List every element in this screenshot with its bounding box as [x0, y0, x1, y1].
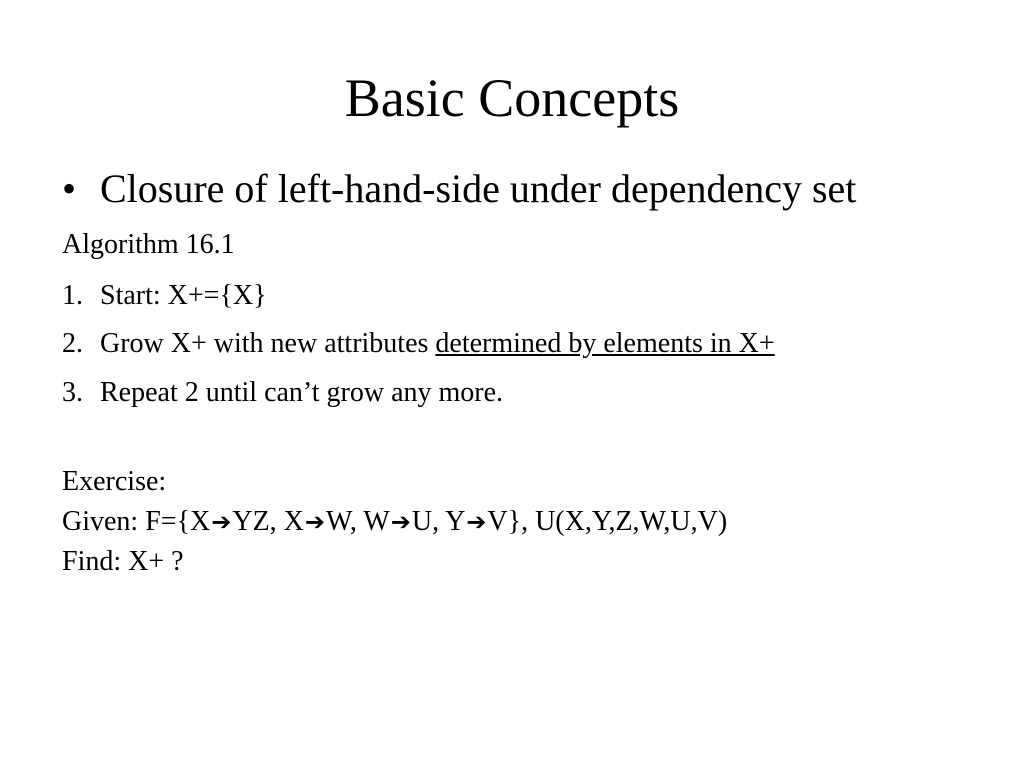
algorithm-step-2 [62, 326, 775, 362]
given-part: YZ, X [232, 506, 304, 537]
step-text: Repeat 2 until can’t grow any more. [100, 377, 504, 408]
step-text: Start: X+={X} [100, 280, 267, 311]
given-prefix: Given: F={X [62, 506, 211, 537]
step-number: 1. [62, 280, 83, 311]
algorithm-step-3 [62, 375, 503, 411]
right-arrow-icon: ➔ [211, 508, 232, 536]
algorithm-title: Algorithm 16.1 [62, 229, 235, 260]
exercise-heading: Exercise: [62, 466, 167, 497]
bullet-text: Closure of left-hand-side under dependency set [100, 166, 857, 211]
given-part: W, W [326, 506, 390, 537]
bullet-point [62, 165, 856, 213]
step-text-underlined: determined by elements in X+ [435, 328, 775, 359]
right-arrow-icon: ➔ [390, 508, 411, 536]
slide-title: Basic Concepts [344, 68, 680, 128]
step-text: Grow X+ with new attributes [100, 328, 436, 359]
step-number: 2. [62, 328, 83, 359]
exercise-block [62, 462, 727, 582]
given-part: V}, U(X,Y,Z,W,U,V) [487, 506, 728, 537]
given-part: U, Y [411, 506, 466, 537]
right-arrow-icon: ➔ [466, 508, 487, 536]
algorithm-step-1 [62, 278, 267, 314]
bullet-dot: • [62, 166, 77, 211]
step-number: 3. [62, 377, 83, 408]
exercise-find: Find: X+ ? [62, 546, 184, 577]
right-arrow-icon: ➔ [304, 508, 325, 536]
exercise-given [62, 502, 727, 542]
